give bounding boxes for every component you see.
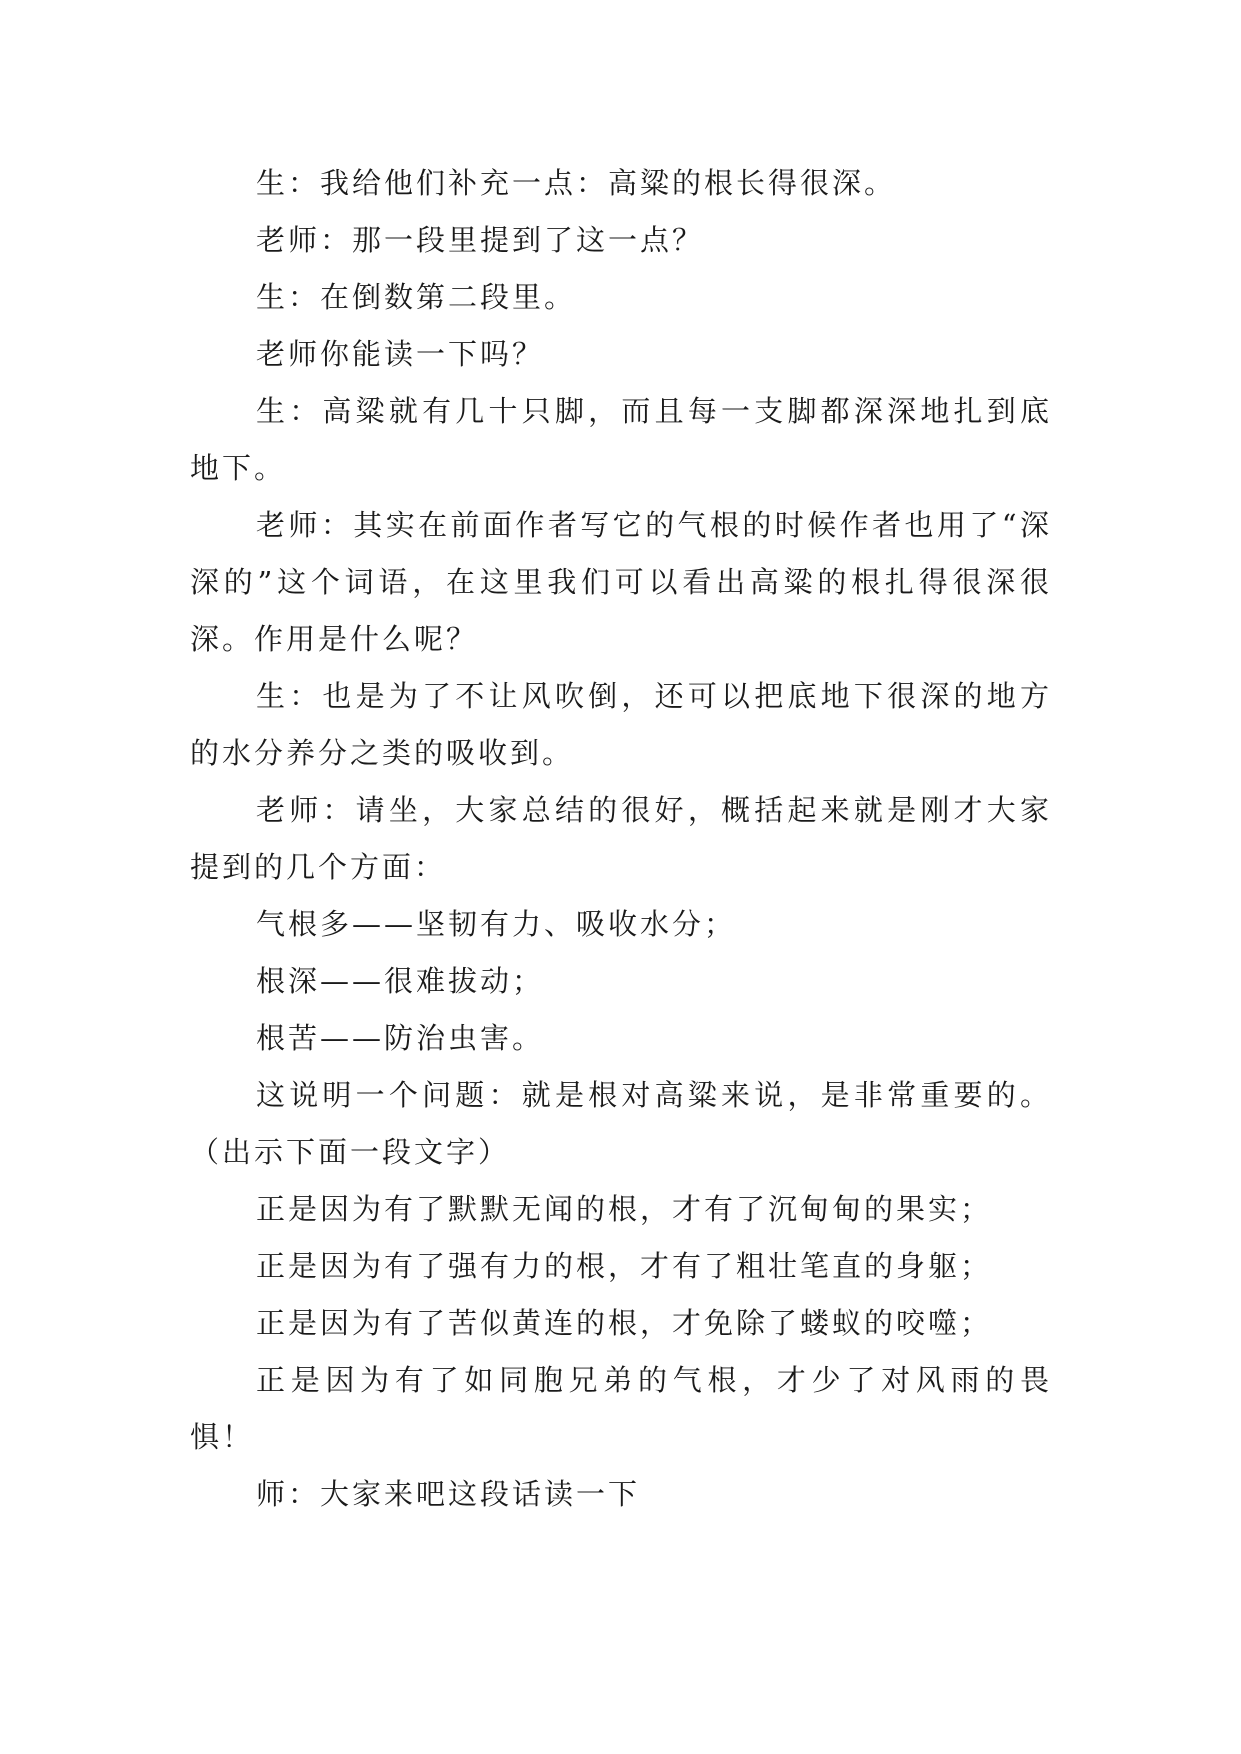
paragraph: 生：也是为了不让风吹倒，还可以把底地下很深的地方的水分养分之类的吸收到。 — [190, 679, 1052, 770]
paragraph: 生：我给他们补充一点：高粱的根长得很深。 — [256, 166, 897, 200]
paragraph: 这说明一个问题：就是根对高粱来说，是非常重要的。（出示下面一段文字） — [190, 1078, 1052, 1169]
paragraph: 正是因为有了默默无闻的根，才有了沉甸甸的果实； — [256, 1192, 993, 1226]
paragraph: 老师：那一段里提到了这一点？ — [256, 223, 705, 257]
document-body — [190, 155, 1052, 1523]
paragraph: 老师：请坐，大家总结的很好，概括起来就是刚才大家提到的几个方面： — [190, 793, 1052, 884]
paragraph: 老师你能读一下吗？ — [256, 337, 545, 371]
paragraph: 正是因为有了如同胞兄弟的气根，才少了对风雨的畏惧！ — [190, 1363, 1052, 1454]
paragraph: 老师：其实在前面作者写它的气根的时候作者也用了“深深的”这个词语，在这里我们可以看出高粱的根扎得很深很深。作用是什么呢？ — [190, 508, 1052, 656]
paragraph: 师：大家来吧这段话读一下 — [256, 1477, 641, 1511]
paragraph: 生：高粱就有几十只脚，而且每一支脚都深深地扎到底地下。 — [190, 394, 1052, 485]
paragraph: 生：在倒数第二段里。 — [256, 280, 577, 314]
paragraph: 正是因为有了苦似黄连的根，才免除了蝼蚁的咬噬； — [256, 1306, 993, 1340]
paragraph: 正是因为有了强有力的根，才有了粗壮笔直的身躯； — [256, 1249, 993, 1283]
paragraph: 根深——很难拔动； — [256, 964, 545, 998]
paragraph: 气根多——坚韧有力、吸收水分； — [256, 907, 737, 941]
paragraph: 根苦——防治虫害。 — [256, 1021, 545, 1055]
